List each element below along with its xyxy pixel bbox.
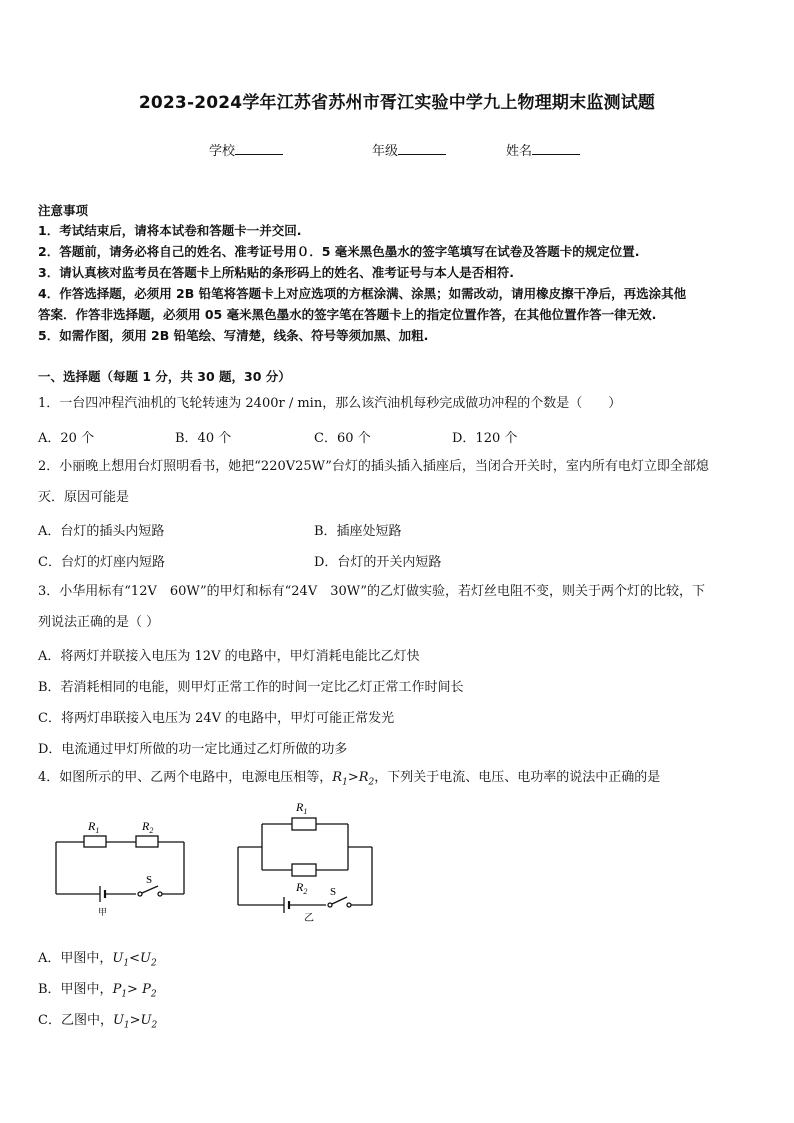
school-field — [209, 140, 283, 159]
q4-option-a[interactable] — [38, 947, 157, 969]
q2-stem-line1: 2．小丽晚上想用台灯照明看书，她把“220V25W”台灯的插头插入插座后，当闭合开关时，室内所有电灯立即全部熄 — [38, 459, 709, 474]
label-jia: 甲 — [98, 907, 108, 917]
q2-option-a[interactable]: A．台灯的插头内短路 — [38, 524, 165, 539]
q1-option-a[interactable]: A．20 个 — [38, 431, 95, 446]
label-yi: 乙 — [304, 913, 314, 924]
q4-condition: $R_1>R_2$ — [332, 770, 375, 788]
resistor-r1 — [84, 836, 106, 847]
q1-option-c[interactable]: C．60 个 — [314, 431, 371, 446]
note-item: 1．考试结束后，请将本试卷和答题卡一并交回. — [38, 223, 302, 238]
q2-option-c[interactable]: C．台灯的灯座内短路 — [38, 555, 165, 570]
q4-option-b[interactable] — [38, 978, 157, 1000]
switch-lever — [332, 897, 347, 904]
q4-option-a-prefix: A．甲图中， — [38, 951, 113, 966]
q3-option-b[interactable]: B．若消耗相同的电能，则甲灯正常工作的时间一定比乙灯正常工作时间长 — [38, 680, 464, 695]
grade-blank[interactable] — [398, 140, 446, 155]
switch-contact — [138, 892, 142, 896]
q3-option-a[interactable]: A．将两灯并联接入电压为 12V 的电路中，甲灯消耗电能比乙灯快 — [38, 649, 420, 664]
q1-stem: 1．一台四冲程汽油机的飞轮转速为 2400r / min，那么该汽油机每秒完成做功冲程的个数是（ ） — [38, 396, 622, 411]
grade-label: 年级 — [372, 144, 399, 159]
q3-option-d[interactable]: D．电流通过甲灯所做的功一定比通过乙灯所做的功多 — [38, 742, 348, 757]
name-label: 姓名 — [506, 144, 533, 159]
page-title: 2023-2024学年江苏省苏州市胥江实验中学九上物理期末监测试题 — [138, 93, 656, 113]
school-label: 学校 — [209, 144, 236, 159]
switch-contact — [158, 892, 162, 896]
label-switch: S — [330, 886, 337, 898]
q2-option-b[interactable]: B．插座处短路 — [314, 524, 402, 539]
switch-contact — [347, 903, 351, 907]
q4-stem — [38, 769, 660, 792]
q3-stem-line2: 列说法正确的是（ ） — [38, 615, 160, 630]
q4-option-b-formula: $P_1> P_2$ — [112, 982, 157, 1000]
q3-stem-line1: 3．小华用标有“12V 60W”的甲灯和标有“24V 30W”的乙灯做实验，若灯丝电阻不变，则关于两个灯的比较，下 — [38, 584, 706, 599]
section-heading: 一、选择题（每题 1 分，共 30 题，30 分） — [38, 369, 291, 384]
label-r1: $R_1$ — [88, 819, 100, 835]
note-item: 2．答题前，请务必将自己的姓名、准考证号用０．5 毫米黑色墨水的签字笔填写在试卷及答题卡的规定位置. — [38, 244, 640, 259]
notes-heading: 注意事项 — [38, 203, 89, 218]
q4-option-c-formula: $U_1>U_2$ — [112, 1013, 158, 1031]
switch-lever — [142, 886, 158, 893]
note-item: 4．作答选择题，必须用 2B 铅笔将答题卡上对应选项的方框涂满、涂黑；如需改动，请用橡皮擦干净后，再选涂其他 — [38, 286, 687, 301]
label-r2: $R_2$ — [296, 880, 308, 896]
q2-stem-line2: 灭．原因可能是 — [38, 490, 130, 505]
q1-option-b[interactable]: B．40 个 — [175, 431, 232, 446]
q4-option-b-prefix: B．甲图中， — [38, 982, 113, 997]
switch-contact — [328, 903, 332, 907]
q4-option-a-formula: $U_1<U_2$ — [112, 951, 157, 969]
resistor-r1 — [292, 818, 316, 830]
resistor-r2 — [136, 836, 158, 847]
q4-option-c-prefix: C．乙图中， — [38, 1013, 113, 1028]
note-item: 3．请认真核对监考员在答题卡上所粘贴的条形码上的姓名、准考证号与本人是否相符. — [38, 265, 514, 280]
q2-option-d[interactable]: D．台灯的开关内短路 — [314, 555, 442, 570]
q4-option-c[interactable] — [38, 1009, 157, 1031]
grade-field — [372, 140, 446, 159]
school-blank[interactable] — [235, 140, 283, 155]
resistor-r2 — [292, 864, 316, 876]
q3-option-c[interactable]: C．将两灯串联接入电压为 24V 的电路中，甲灯可能正常发光 — [38, 711, 395, 726]
label-r1: $R_1$ — [296, 800, 308, 816]
circuit-jia-figure — [36, 812, 216, 920]
note-item: 答案．作答非选择题，必须用 05 毫米黑色墨水的签字笔在答题卡上的指定位置作答，在其他位置作答一律无效. — [38, 307, 657, 322]
q4-stem-prefix: 4．如图所示的甲、乙两个电路中，电源电压相等， — [38, 770, 333, 785]
q1-option-d[interactable]: D．120 个 — [452, 431, 518, 446]
q4-stem-suffix: ，下列关于电流、电压、电功率的说法中正确的是 — [374, 770, 661, 785]
note-item: 5．如需作图，须用 2B 铅笔绘、写清楚，线条、符号等须加黑、加粗. — [38, 328, 429, 343]
name-field — [506, 140, 580, 159]
circuit-yi-figure — [226, 795, 386, 925]
label-switch: S — [146, 874, 153, 886]
name-blank[interactable] — [532, 140, 580, 155]
label-r2: $R_2$ — [142, 819, 154, 835]
